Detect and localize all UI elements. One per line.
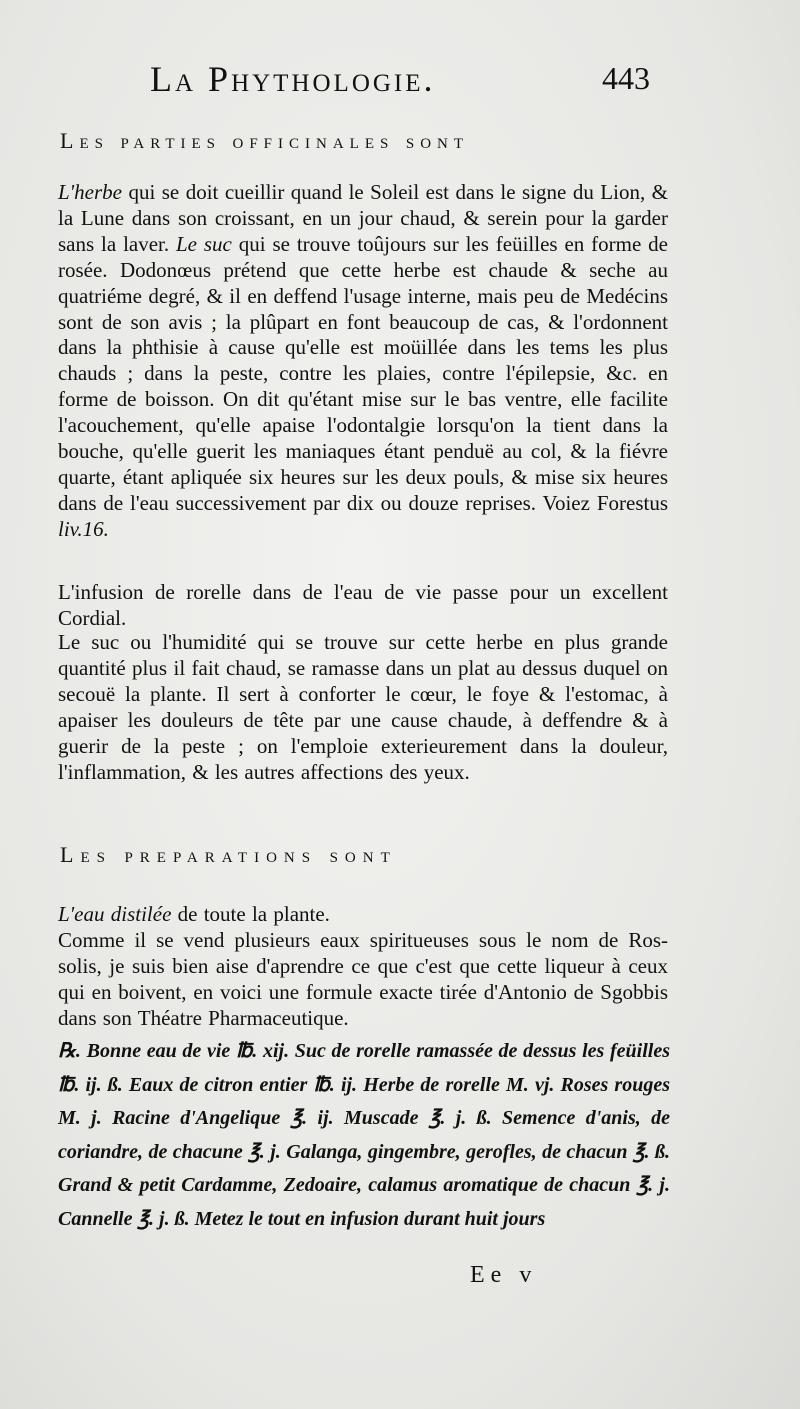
- paragraph-eau: [58, 902, 668, 1032]
- paragraph-text: qui se doit cueillir quand le Soleil est dans le signe du Lion, & la Lune dans son croissant, en un jour chaud, & serein pour la garder sans la laver.: [58, 180, 668, 256]
- lead-term-eau: L'eau distilée: [58, 902, 172, 926]
- section-heading-preparations: Les preparations sont: [60, 842, 397, 867]
- paragraph-text: Comme il se vend plusieurs eaux spiritueuses sous le nom de Ros-solis, je suis bien aise d'aprendre ce que c'est que cette liqueur à ceux qui en boivent, en voici une formule exacte tirée d'Antonio de Sgobbis dans son Théatre Pharmaceutique.: [58, 927, 668, 1030]
- running-title: La Phythologie.: [150, 59, 436, 99]
- page-number: 443: [602, 60, 650, 96]
- paragraph-herbe: [58, 180, 668, 543]
- recipe-formula: ℞. Bonne eau de vie ℔. xij. Suc de rorelle ramassée de dessus les feüilles ℔. ij. ß. Eaux de citron entier ℔. ij. Herbe de rorelle M. vj. Roses rouges M. j. Racine d'Angelique ℥. ij. Muscade ℥. j. ß. Semence d'anis, de coriandre, de chacune ℥. j. Galanga, gingembre, gerofles, de chacun ℥. ß. Grand & petit Cardamme, Zedoaire, calamus aromatique de chacun ℥. j. Cannelle ℥. j. ß. Metez le tout en infusion durant huit jours: [58, 1040, 670, 1230]
- reference: liv.16.: [58, 516, 109, 541]
- paragraph-suc: [58, 630, 668, 785]
- lead-term-herbe: L'herbe: [58, 180, 122, 204]
- paragraph-text: L'infusion de rorelle dans de l'eau de vie passe pour un excellent Cordial.: [58, 580, 668, 630]
- paragraph-infusion: [58, 580, 668, 632]
- paragraph-text: qui se trouve toûjours sur les feüilles en forme de rosée. Dodonœus prétend que cette herbe est chaude & seche au quatriéme degré, & il en deffend l'usage interne, mais peu de Medécins sont de son avis ; la plûpart en font beaucoup de cas, & l'ordonnent dans la phthisie à cause qu'elle est moüillée dans les tems les plus chauds ; dans la peste, contre les plaies, contre l'épilepsie, &c. en forme de boisson. On dit qu'étant mise sur le bas ventre, elle facilite l'acouchement, qu'elle apaise l'odontalgie lorsqu'on la tient dans la bouche, qu'elle guerit les maniaques étant penduë au col, & la fiévre quarte, étant apliquée six heures sur les deux pouls, & mise six heures dans de l'eau successivement par dix ou douze reprises. Voiez Forestus: [58, 231, 668, 515]
- paragraph-text: Le suc ou l'humidité qui se trouve sur cette herbe en plus grande quantité plus il fait chaud, se ramasse dans un plat au dessus duquel on secouë la plante. Il sert à conforter le cœur, le foye & l'estomac, à apaiser les douleurs de tête par une cause chaude, à deffendre & à guerir de la peste ; on l'emploie exterieurement dans la douleur, l'inflammation, & les autres affections des yeux.: [58, 630, 668, 784]
- paragraph-text: de toute la plante.: [171, 902, 330, 926]
- section-heading-parties: Les parties officinales sont: [60, 128, 470, 153]
- signature-catchword: Ee v: [470, 1262, 538, 1288]
- lead-term-suc: Le suc: [176, 231, 232, 256]
